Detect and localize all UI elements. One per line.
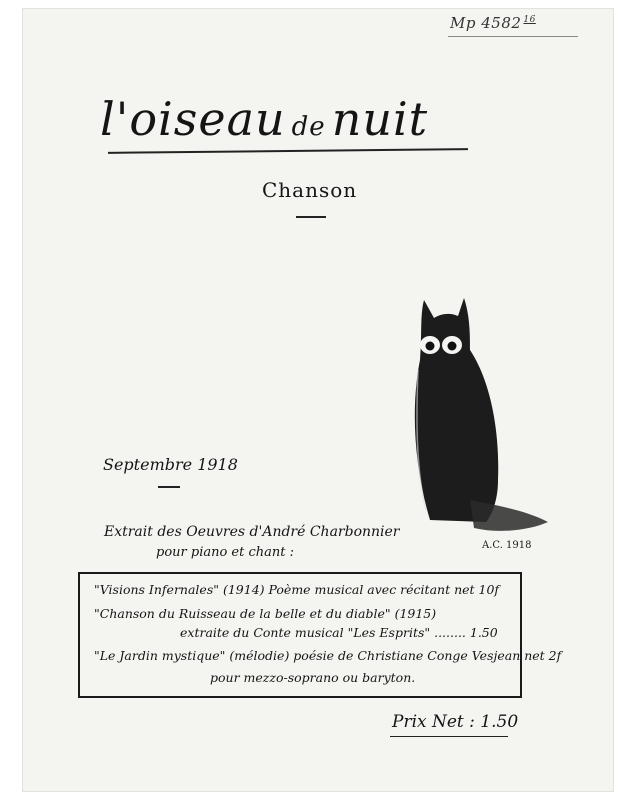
illustration-signature: A.C. 1918 bbox=[482, 540, 532, 551]
page-title: l'oiseau de nuit bbox=[100, 92, 429, 146]
subtitle: Chanson bbox=[262, 178, 358, 202]
owl-icon bbox=[390, 290, 560, 540]
date: Septembre 1918 bbox=[103, 455, 238, 474]
catalog-number: Mp 4582 $^{16}$ bbox=[450, 14, 536, 32]
divider-dash bbox=[296, 216, 326, 218]
work-line: pour mezzo-soprano ou baryton. bbox=[210, 670, 416, 685]
extract-line-2: pour piano et chant : bbox=[156, 545, 294, 560]
catalog-underline bbox=[448, 36, 578, 37]
extract-line-1: Extrait des Oeuvres d'André Charbonnier bbox=[104, 524, 400, 540]
work-line: "Visions Infernales" (1914) Poème musical avec récitant net 10f bbox=[94, 582, 500, 597]
price-label: Prix Net : 1.50 bbox=[392, 712, 519, 732]
work-line: "Chanson du Ruisseau de la belle et du diable" (1915) bbox=[94, 606, 437, 621]
work-line: "Le Jardin mystique" (mélodie) poésie de Christiane Conge Vesjean net 2f bbox=[94, 648, 562, 663]
divider-dash bbox=[158, 486, 180, 488]
work-line: extraite du Conte musical "Les Esprits" ........ 1.50 bbox=[180, 625, 498, 640]
price-underline bbox=[390, 736, 508, 737]
